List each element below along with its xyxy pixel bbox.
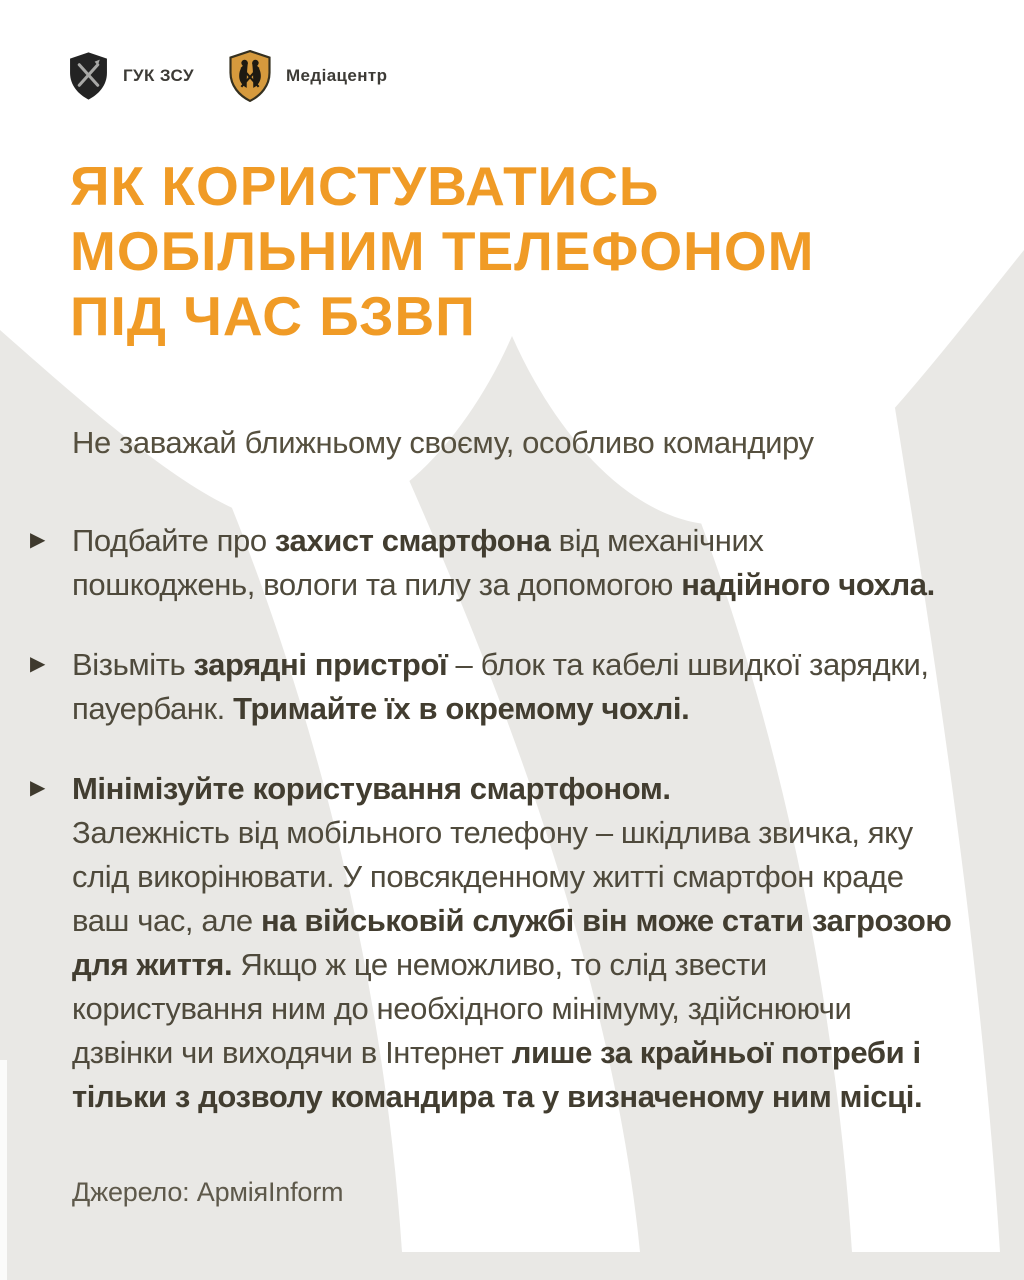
logo-guk-zsu xyxy=(68,51,194,101)
logo-row xyxy=(64,0,964,102)
bullet-item-protection xyxy=(30,519,954,607)
bullet-list xyxy=(30,519,954,1119)
bullet-arrow-icon: ▶ xyxy=(30,777,46,799)
bullet-arrow-icon: ▶ xyxy=(30,529,46,551)
mediacenter-shield-icon xyxy=(228,50,272,102)
bullet-text: Подбайте про захист смартфона від механічних пошкоджень, вологи та пилу за допомогою надійного чохла. xyxy=(72,523,935,602)
guk-zsu-label: ГУК ЗСУ xyxy=(123,66,194,85)
bullet-text: Візьміть зарядні пристрої – блок та кабелі швидкої зарядки, пауербанк. Тримайте їх в окремому чохлі. xyxy=(72,647,929,726)
bullet-text: Мінімізуйте користування смартфоном. Залежність від мобільного телефону – шкідлива звичка, яку слід викорінювати. У повсякденному житті смартфон краде ваш час, але на військовій службі він може стати загрозою для життя. Якщо ж це неможливо, то слід звести користування ним до необхідного мінімуму, здійснюючи дзвінки чи виходячи в Інтернет лише за крайньої потреби і тільки з дозволу командира та у визначеному ним місці. xyxy=(72,771,952,1114)
mediacenter-label: Медіацентр xyxy=(285,66,388,85)
bullet-item-minimize xyxy=(30,767,954,1119)
guk-zsu-shield-icon xyxy=(68,51,109,101)
bullet-arrow-icon: ▶ xyxy=(30,653,46,675)
source-note: Джерело: АрміяInform xyxy=(72,1177,344,1207)
logo-mediacenter xyxy=(228,50,387,102)
bullet-item-chargers xyxy=(30,643,954,731)
page-title: ЯК КОРИСТУВАТИСЬ МОБІЛЬНИМ ТЕЛЕФОНОМ ПІД ЧАС БЗВП xyxy=(70,155,815,347)
subtitle: Не заважай ближньому своєму, особливо командиру xyxy=(72,425,814,460)
